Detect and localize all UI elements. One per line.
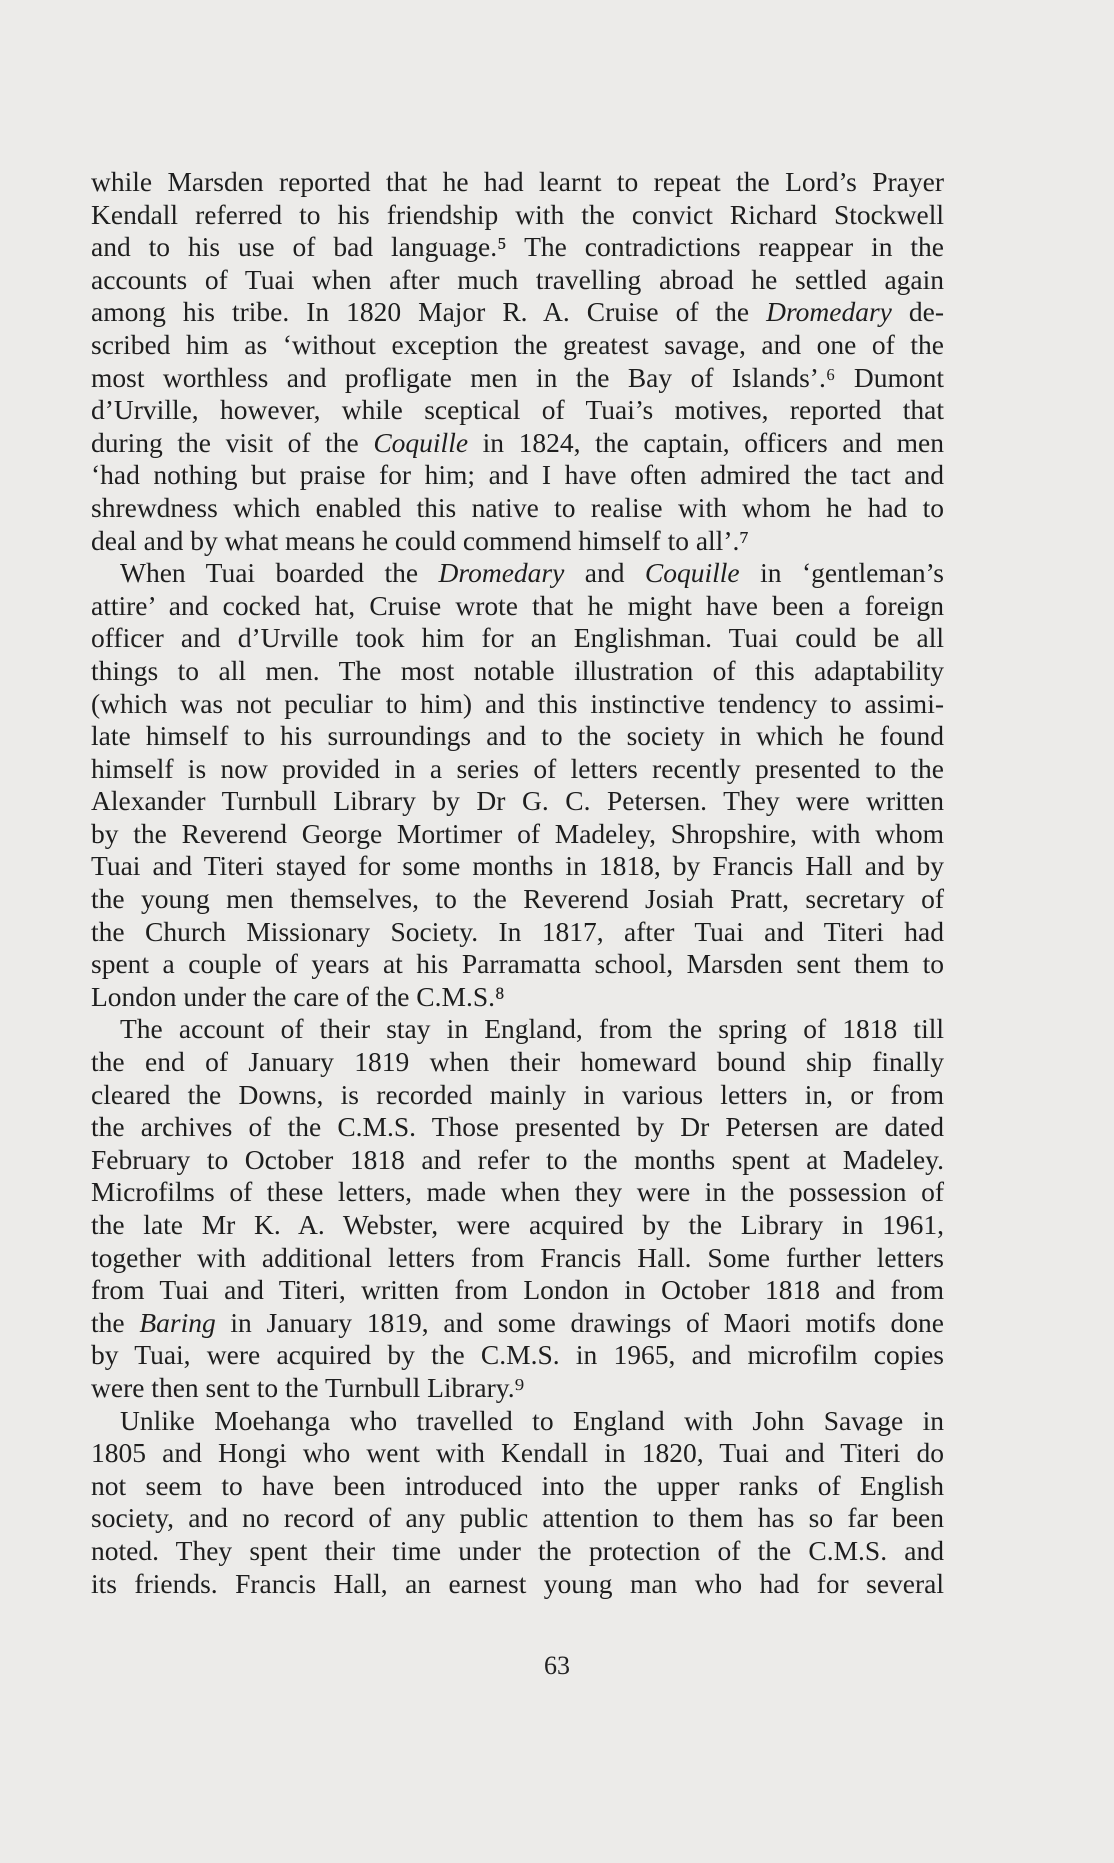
text-line: were then sent to the Turnbull Library.⁹ xyxy=(91,1371,525,1403)
text-line: the Baring in January 1819, and some drawings of Maori motifs done xyxy=(91,1306,944,1338)
text-line: the late Mr K. A. Webster, were acquired by the Library in 1961, xyxy=(91,1209,944,1240)
text-line: most worthless and profligate men in the Bay of Islands’.⁶ Dumont xyxy=(91,361,944,393)
text-line: by the Reverend George Mortimer of Madeley, Shropshire, with whom xyxy=(91,817,944,849)
text-line: Microfilms of these letters, made when they were in the possession of xyxy=(91,1176,944,1208)
text-line: When Tuai boarded the Dromedary and Coquille in ‘gentleman’s xyxy=(120,557,944,589)
text-line: shrewdness which enabled this native to realise with whom he had to xyxy=(91,491,944,523)
text-line: scribed him as ‘without exception the greatest savage, and one of the xyxy=(91,328,944,360)
text-line: late himself to his surroundings and to the society in which he found xyxy=(91,720,944,752)
text-line: Kendall referred to his friendship with the convict Richard Stockwell xyxy=(91,198,944,230)
text-line: the end of January 1819 when their homeward bound ship finally xyxy=(91,1046,944,1078)
text-line: 1805 and Hongi who went with Kendall in 1820, Tuai and Titeri do xyxy=(91,1437,944,1469)
text-line: Tuai and Titeri stayed for some months in 1818, by Francis Hall and by xyxy=(91,850,944,882)
text-line: its friends. Francis Hall, an earnest young man who had for several xyxy=(91,1567,944,1599)
text-line: Unlike Moehanga who travelled to England with John Savage in xyxy=(120,1404,944,1436)
text-line: ‘had nothing but praise for him; and I have often admired the tact and xyxy=(91,459,944,491)
text-line: society, and no record of any public attention to them has so far been xyxy=(91,1502,944,1534)
text-line: and to his use of bad language.⁵ The contradictions reappear in the xyxy=(91,231,944,263)
body-text xyxy=(91,166,944,1600)
text-line: spent a couple of years at his Parramatta school, Marsden sent them to xyxy=(91,948,944,980)
text-line: while Marsden reported that he had learnt to repeat the Lord’s Prayer xyxy=(91,166,944,197)
text-line: London under the care of the C.M.S.⁸ xyxy=(91,980,505,1012)
text-line: noted. They spent their time under the protection of the C.M.S. and xyxy=(91,1534,944,1566)
text-line: d’Urville, however, while sceptical of Tuai’s motives, reported that xyxy=(91,394,944,426)
text-line: The account of their stay in England, from the spring of 1818 till xyxy=(120,1013,944,1045)
text-line: himself is now provided in a series of letters recently presented to the xyxy=(91,752,944,784)
page-number: 63 xyxy=(544,1651,570,1680)
text-line: the archives of the C.M.S. Those presented by Dr Petersen are dated xyxy=(91,1111,944,1143)
text-line: not seem to have been introduced into the upper ranks of English xyxy=(91,1469,944,1501)
text-line: attire’ and cocked hat, Cruise wrote that he might have been a foreign xyxy=(91,589,944,621)
paragraph xyxy=(91,166,944,557)
text-line: cleared the Downs, is recorded mainly in various letters in, or from xyxy=(91,1078,944,1110)
text-line: things to all men. The most notable illustration of this adaptability xyxy=(91,654,944,686)
text-line: February to October 1818 and refer to the months spent at Madeley. xyxy=(91,1143,944,1175)
text-line: by Tuai, were acquired by the C.M.S. in 1965, and microfilm copies xyxy=(91,1339,944,1371)
paragraph xyxy=(91,1013,944,1404)
text-line: (which was not peculiar to him) and this instinctive tendency to assimi- xyxy=(91,687,944,719)
paragraph xyxy=(91,557,944,1013)
text-line: during the visit of the Coquille in 1824, the captain, officers and men xyxy=(91,426,944,458)
text-line: from Tuai and Titeri, written from London in October 1818 and from xyxy=(91,1274,944,1306)
text-line: Alexander Turnbull Library by Dr G. C. Petersen. They were written xyxy=(91,785,944,817)
paragraph xyxy=(91,1405,944,1601)
text-line: among his tribe. In 1820 Major R. A. Cruise of the Dromedary de- xyxy=(91,296,944,328)
text-line: accounts of Tuai when after much travelling abroad he settled again xyxy=(91,263,944,295)
text-line: the Church Missionary Society. In 1817, after Tuai and Titeri had xyxy=(91,915,944,947)
text-line: together with additional letters from Francis Hall. Some further letters xyxy=(91,1241,944,1273)
text-line: officer and d’Urville took him for an Englishman. Tuai could be all xyxy=(91,622,944,654)
text-line: the young men themselves, to the Reverend Josiah Pratt, secretary of xyxy=(91,883,944,915)
text-line: deal and by what means he could commend himself to all’.⁷ xyxy=(91,524,749,556)
